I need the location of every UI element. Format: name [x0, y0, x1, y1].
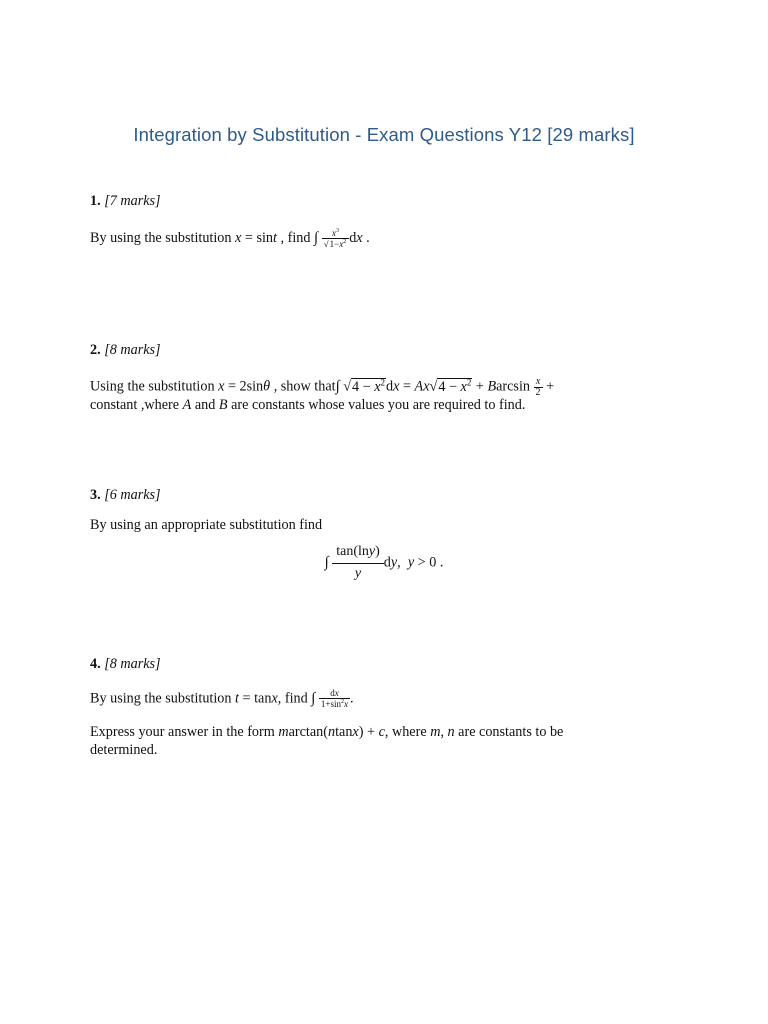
question-2-header: [90, 341, 668, 359]
question-number: 1.: [90, 193, 101, 209]
question-number: 2.: [90, 342, 101, 358]
question-2-body-line2: constant ,where A and B are constants whose values you are required to find.: [90, 397, 526, 413]
question-3-header: [90, 486, 668, 504]
question-number: 4.: [90, 656, 101, 672]
question-3-expression: ∫ $\frac{\tan(\ln y)}{y}$ dy, y > 0 .: [324, 544, 444, 581]
question-4-body: By using the substitution t = tanx, find ∫ $\frac{dx}{1+\sin^2x}$ .: [90, 688, 354, 709]
fraction: $\frac{\tan(\ln y)}{y}$: [332, 544, 384, 583]
question-1-body: By using the substitution x = sint , find ∫ $\frac{x^3}{√1-x^2}$ dx .: [90, 228, 370, 249]
question-1-header: [90, 192, 668, 210]
question-4-body-line2: Express your answer in the form marctan(ntanx) + c, where m, n are constants to be: [90, 724, 564, 740]
question-4-header: [90, 655, 668, 673]
question-marks: [7 marks]: [104, 193, 161, 209]
fraction: $\frac{x}{2}$: [535, 375, 541, 398]
question-number: 3.: [90, 487, 101, 503]
question-3-body: By using an appropriate substitution find: [90, 517, 323, 533]
question-marks: [6 marks]: [104, 487, 161, 503]
question-marks: [8 marks]: [104, 342, 161, 358]
fraction: $\frac{x^3}{√1-x^2}$: [322, 228, 350, 249]
fraction: $\frac{dx}{1+\sin^2x}$: [320, 688, 348, 709]
page-title: Integration by Substitution - Exam Questions Y12 [29 marks]: [133, 124, 635, 145]
question-marks: [8 marks]: [104, 656, 161, 672]
question-4-body-line3: determined.: [90, 742, 158, 758]
question-2-body: Using the substitution x = 2sinθ , show that∫ $√4 - x^2dx = Ax√4 - x^2 + Barcsin$ $\frac{x}{2}$ +: [90, 375, 555, 398]
